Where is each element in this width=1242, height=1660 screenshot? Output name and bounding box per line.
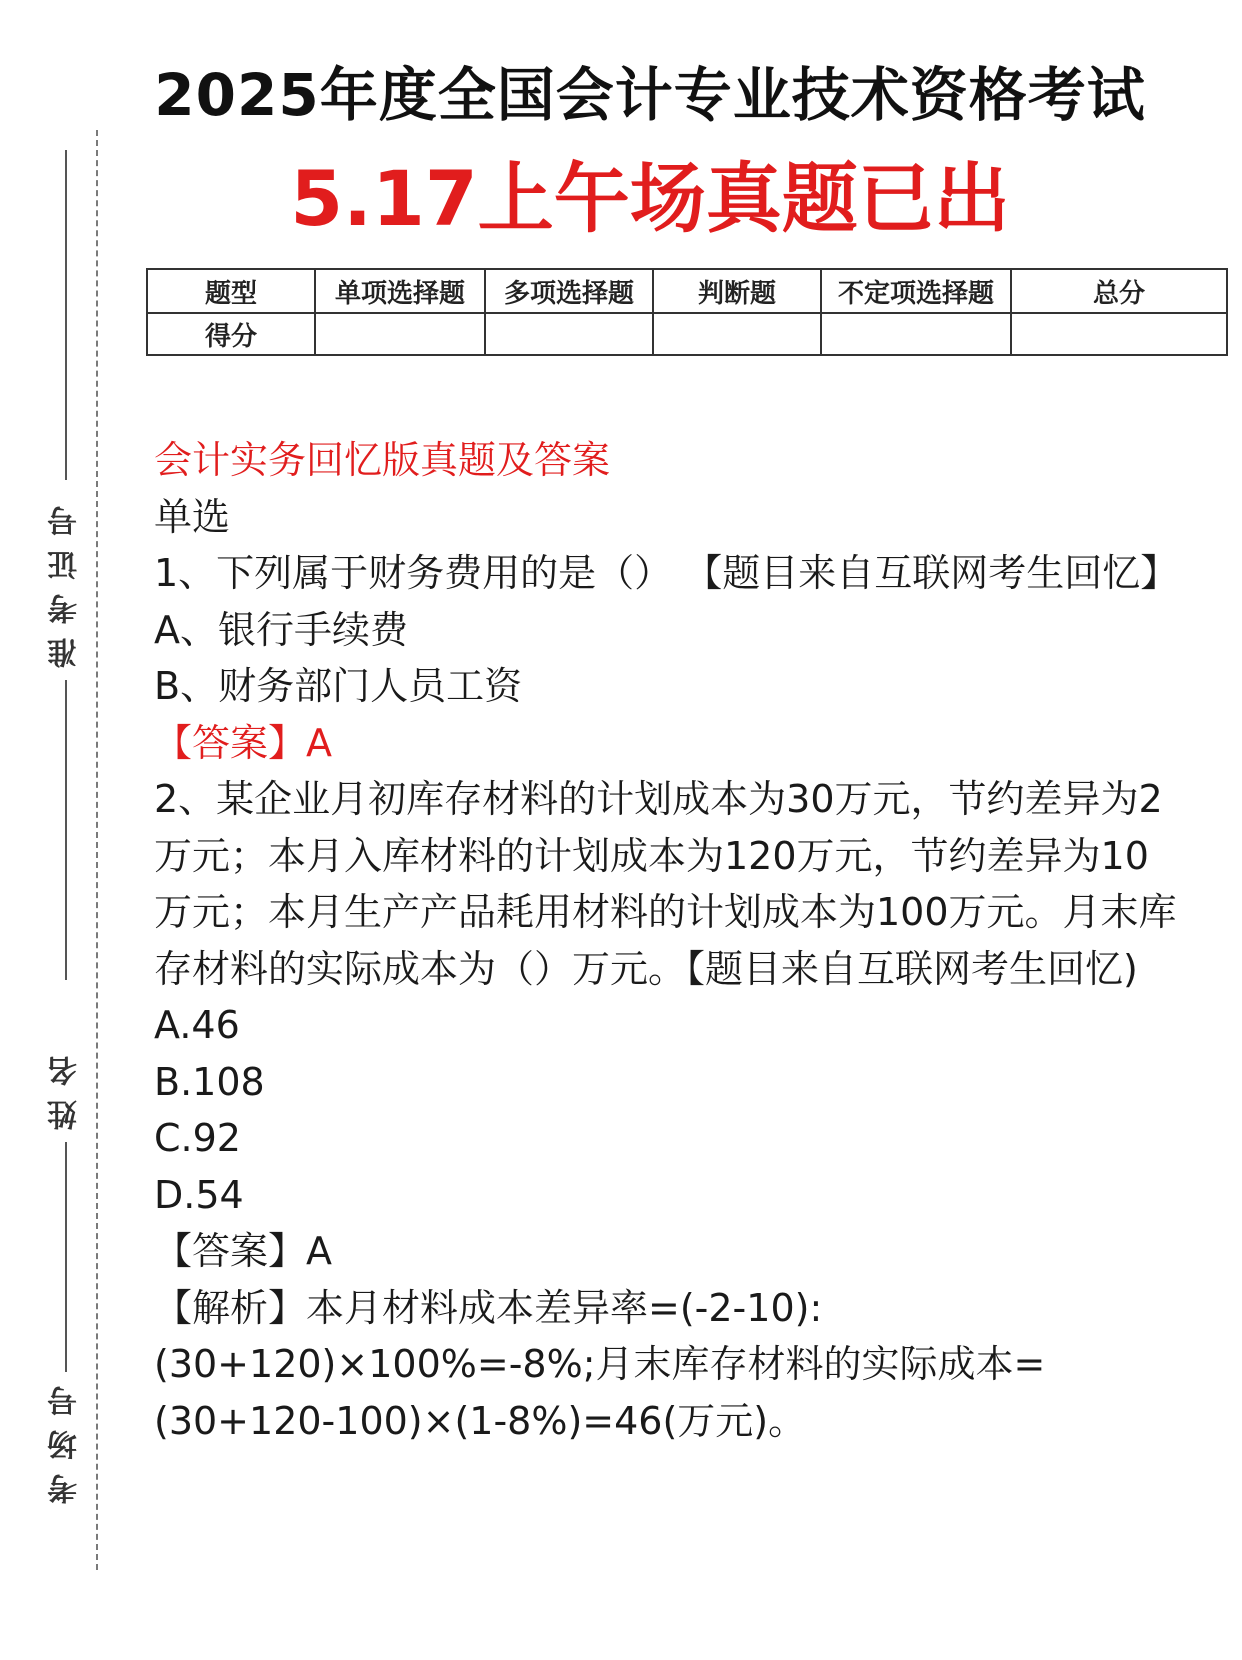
name-field xyxy=(46,1030,86,1372)
question-category: 单选 xyxy=(154,494,231,539)
exam-title: 2025年度全国会计专业技术资格考试 xyxy=(154,61,1146,129)
question-1-stem: 1、下列属于财务费用的是（） 【题目来自互联网考生回忆】 xyxy=(154,551,1179,595)
question-2-stem: 2、某企业月初库存材料的计划成本为30万元，节约差异为2万元；本月入库材料的计划成本为120万元，节约差异为10万元；本月生产产品耗用材料的计划成本为100万元。月末库存材料的实际成本为（）万元。【题目来自互联网考生回忆) xyxy=(154,777,1177,991)
exam-room-label: 考场号 xyxy=(48,1372,83,1504)
score-row-label: 得分 xyxy=(147,313,315,355)
score-cell xyxy=(821,313,1011,355)
score-table-header-cell: 不定项选择题 xyxy=(821,269,1011,313)
question-2-analysis-line: 【解析】本月材料成本差异率=(-2-10): xyxy=(154,1285,823,1330)
question-2-analysis-line: (30+120-100)×(1-8%)=46(万元)。 xyxy=(154,1398,807,1443)
score-table-header-cell: 总分 xyxy=(1011,269,1227,313)
admission-ticket-field xyxy=(46,150,86,980)
question-2-answer: 【答案】A xyxy=(154,1229,332,1273)
score-table-header-cell: 题型 xyxy=(147,269,315,313)
score-table-header-cell: 多项选择题 xyxy=(485,269,653,313)
section-title: 会计实务回忆版真题及答案 xyxy=(154,438,611,482)
exam-room-field xyxy=(46,1360,86,1516)
name-upper-line xyxy=(65,680,67,980)
question-2-option: D.54 xyxy=(154,1172,244,1217)
score-table-score-row xyxy=(147,313,1227,355)
question-1-answer: 【答案】A xyxy=(154,720,332,765)
score-table-header-row xyxy=(147,269,1227,313)
score-table-header-cell: 判断题 xyxy=(653,269,821,313)
question-1-option: B、财务部门人员工资 xyxy=(154,664,523,708)
score-cell xyxy=(485,313,653,355)
question-2-analysis-line: (30+120)×100%=-8%;月末库存材料的实际成本= xyxy=(154,1342,1046,1386)
score-cell xyxy=(1011,313,1227,355)
score-table xyxy=(146,268,1228,356)
admission-ticket-line xyxy=(65,150,67,480)
name-label: 姓名 xyxy=(48,1042,83,1130)
score-table-header-cell: 单项选择题 xyxy=(315,269,485,313)
question-2-option: A.46 xyxy=(154,1003,240,1047)
session-title: 5.17上午场真题已出 xyxy=(290,154,1010,243)
name-lower-line xyxy=(65,1142,67,1372)
question-2-option: C.92 xyxy=(154,1116,241,1160)
score-cell xyxy=(315,313,485,355)
question-content xyxy=(154,432,1184,1449)
binding-dashed-line xyxy=(96,130,98,1570)
score-cell xyxy=(653,313,821,355)
question-2-option: B.108 xyxy=(154,1059,265,1104)
question-1-option: A、银行手续费 xyxy=(154,607,408,652)
admission-ticket-label: 准考证号 xyxy=(48,492,83,668)
